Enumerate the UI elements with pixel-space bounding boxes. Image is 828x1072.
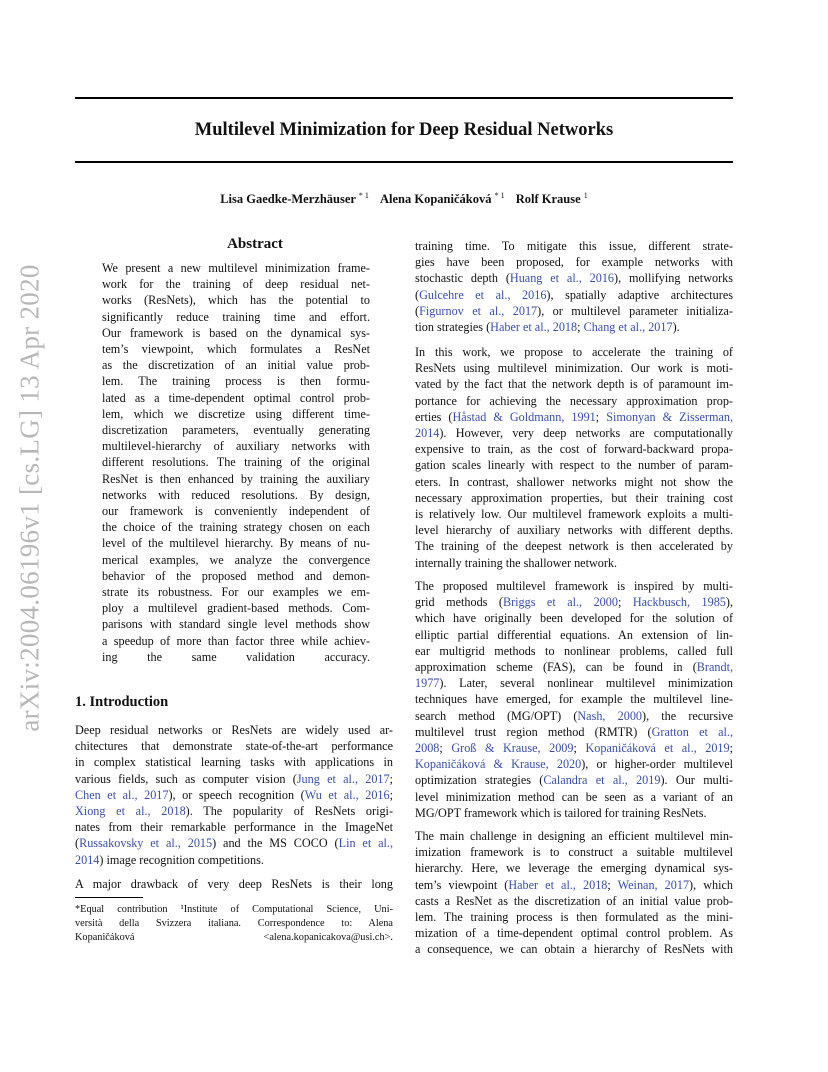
paragraph-line: erties (Håstad & Goldmann, 1991; Simonyan & Zisserman, [415,409,733,424]
paragraph-line: portance for achieving the necessary approximation prop- [415,393,733,408]
citation-link[interactable]: Haber et al., 2018 [508,877,608,892]
abstract-line: Our framework is based on the dynamical sys- [102,325,370,340]
citation-link[interactable]: Jung et al., 2017 [296,771,390,786]
citation-link[interactable]: Gratton et al., [651,724,733,739]
paragraph-line: gies have been proposed, for example networks with [415,255,733,270]
abstract-line: level of the multilevel hierarchy. By means of nu- [102,536,370,551]
paragraph-line: a consequence, we can obtain a hierarchy of ResNets with [415,942,733,957]
citation-link[interactable]: Calandra et al., 2019 [543,773,661,788]
paragraph-line: gation scales linearly with respect to the number of param- [415,458,733,473]
citation-link[interactable]: Figurnov et al., 2017 [419,303,538,318]
abstract-heading: Abstract [227,236,283,252]
footnote-line: *Equal contribution ¹Institute of Computational Science, Uni- [75,904,393,915]
abstract-line: lem, which we discretize using different time- [102,406,370,421]
paragraph-line: which have originally been developed for the solution of [415,611,733,626]
paragraph-line: multilevel trust region method (RMTR) (Gratton et al., [415,724,733,739]
citation-link[interactable]: Gulcehre et al., 2016 [419,287,547,302]
abstract-line: different resolutions. The training of the original [102,455,370,470]
author-2: Alena Kopaničáková $^{* 1}$ [379,191,505,207]
citation-link[interactable]: Lin et al., [338,836,394,851]
top-rule [75,97,733,99]
paragraph-line: (Gulcehre et al., 2016), spatially adaptive architectures [415,287,733,302]
author-list [75,191,733,207]
paragraph-line: level minimization method can be seen as a variant of an [415,789,733,804]
abstract-line: ResNet is then enhanced by training the auxiliary [102,471,370,486]
paragraph-line: Deep residual networks or ResNets are widely used ar- [75,723,393,737]
paragraph-line: eters. In contrast, shallower networks might not show the [415,474,733,489]
abstract-line: strate its robustness. For our examples we em- [102,585,370,599]
citation-link[interactable]: Kopaničáková et al., 2019 [585,741,730,755]
citation-link[interactable]: Brandt, [696,660,733,674]
arxiv-id: arXiv:2004.06196v1 [cs.LG] 13 Apr 2020 [14,263,45,732]
citation-link[interactable]: Hackbusch, 1985 [632,595,726,610]
paragraph-line: hierarchy. Here, we leverage the emerging dynamical sys- [415,861,733,876]
paragraph-line: tion strategies (Haber et al., 2018; Chang et al., 2017). [415,320,680,334]
author-3: Rolf Krause $^1$ [515,191,588,207]
abstract-line: our framework is conveniently independent of [102,504,370,518]
paragraph-line: approximation scheme (FAS), can be found in (Brandt, [415,660,733,674]
abstract-line: lated as a time-dependent optimal control prob- [102,390,370,405]
paragraph-line: is relatively low. Our multilevel framework exploits a multi- [415,507,733,521]
footnote-rule [75,897,143,898]
paragraph-line: Kopaničáková & Krause, 2020), or higher-order multilevel [415,757,733,772]
paragraph-line: internally training the shallower network. [415,555,618,570]
paragraph-line: optimization strategies (Calandra et al., 2019). Our multi- [415,773,733,788]
paragraph-line: mization of a time-dependent optimal control problem. As [415,926,733,941]
paragraph-line: (Figurnov et al., 2017), or multilevel parameter initializa- [415,303,733,318]
abstract-line: We present a new multilevel minimization frame- [102,261,370,275]
paragraph-line: 2014). However, very deep networks are computationally [415,426,733,440]
citation-link[interactable]: Briggs et al., 2000 [502,595,618,610]
paragraph-line: imization framework is to construct a suitable multilevel [415,845,733,860]
abstract-line: significantly reduce training time and effort. [102,309,370,324]
footnote-line: Kopaničáková <alena.kopanicakova@usi.ch>. [75,931,393,943]
paragraph-line: search method (MG/OPT) (Nash, 2000), the recursive [415,708,733,723]
paragraph-line: The main challenge in designing an efficient multilevel min- [415,829,733,843]
abstract-line: ploy a multilevel gradient-based methods. Com- [102,601,370,616]
abstract-line: a speedup of more than factor three while achiev- [102,633,370,648]
abstract-line: works (ResNets), which has the potential to [102,293,370,308]
arxiv-stamp[interactable] [15,260,45,735]
paragraph-line: Xiong et al., 2018). The popularity of ResNets origi- [75,804,394,818]
citation-link[interactable]: Weinan, 2017 [617,877,690,892]
citation-link[interactable]: 2014 [75,852,100,867]
citation-link[interactable]: Xiong et al., 2018 [75,804,186,818]
paragraph-line: various fields, such as computer vision (Jung et al., 2017; [75,771,394,786]
paragraph-line: casts a ResNet as the discretization of an initial value prob- [415,893,733,908]
citation-link[interactable]: Simonyan & Zisserman, [606,409,733,424]
abstract-line: multilevel-hierarchy of auxiliary networks with [102,439,370,454]
paragraph-line: vated by the fact that the network depth is of paramount im- [415,377,733,392]
paragraph-line: tem’s viewpoint (Haber et al., 2018; Weinan, 2017), which [415,877,734,892]
footnote-line: versità della Svizzera italiana. Correspondence to: Alena [75,917,393,929]
paragraph-line: In this work, we propose to accelerate the training of [415,345,733,359]
paragraph-line: 2014) image recognition competitions. [75,852,264,867]
citation-link[interactable]: Nash, 2000 [577,708,643,723]
citation-link[interactable]: 1977 [415,676,440,691]
abstract-line: as the discretization of an initial value prob- [102,358,370,373]
citation-link[interactable]: Chen et al., 2017 [75,787,169,802]
paragraph-line: elliptic partial differential equations. An extension of lin- [415,627,733,642]
abstract-line: lem. The training process is then formu- [102,374,370,389]
paragraph-line: ResNets using multilevel minimization. Our work is moti- [415,361,733,376]
abstract-line: behavior of the proposed method and demon- [102,568,370,583]
paragraph-line: level hierarchy of auxiliary networks with different depths. [415,523,733,538]
abstract-line: discretization parameters, eventually generating [102,423,370,437]
abstract-line: work for the training of deep residual net- [102,277,370,292]
paragraph-line: The training of the deepest network is then accelerated by [415,539,733,554]
paragraph-line: Chen et al., 2017), or speech recognition (Wu et al., 2016; [75,787,393,802]
abstract-line: tem’s viewpoint, which formulates a ResNet [102,342,370,356]
paragraph-line: in complex statistical learning tasks with applications in [75,755,393,770]
citation-link[interactable]: 2008 [415,741,440,755]
paragraph-line: techniques have emerged, for example the multilevel line- [415,692,733,707]
citation-link[interactable]: Groß & Krause, 2009 [451,741,574,755]
citation-link[interactable]: Håstad & Goldmann, 1991 [452,409,596,424]
title-bottom-rule [75,161,733,163]
paragraph-line: 2008; Groß & Krause, 2009; Kopaničáková et al., 2019; [415,741,733,755]
paragraph-line: lem. The training process is then formulated as the mini- [415,910,733,924]
abstract-line: merical examples, we analyze the convergence [102,552,370,567]
paragraph-line: stochastic depth (Huang et al., 2016), mollifying networks [415,271,733,286]
abstract-line: parisons with standard single level methods show [102,617,370,632]
paragraph-line: expensive to train, as the cost of forward-backward propa- [415,442,733,457]
abstract-line: the choice of the training strategy chosen on each [102,520,370,535]
paragraph-line: (Russakovsky et al., 2015) and the MS COCO (Lin et al., [75,836,394,851]
citation-link[interactable]: Chang et al., 2017 [583,320,673,334]
paragraph-line: necessary approximation properties, but their training cost [415,490,733,505]
citation-link[interactable]: Haber et al., 2018 [490,320,578,334]
citation-link[interactable]: Huang et al., 2016 [509,271,615,286]
paragraph-line: The proposed multilevel framework is inspired by multi- [415,579,733,593]
paragraph-line: grid methods (Briggs et al., 2000; Hackbusch, 1985), [415,595,733,610]
abstract-line: ing the same validation accuracy. [102,649,370,664]
paragraph-line: A major drawback of very deep ResNets is their long [75,877,393,891]
citation-link[interactable]: Kopaničáková & Krause, 2020 [415,757,582,772]
paragraph-line: 1977). Later, several nonlinear multilevel minimization [415,676,733,691]
abstract-line: networks with reduced resolutions. By design, [102,487,370,502]
paragraph-line: nates from their remarkable performance in the ImageNet [75,820,393,835]
paragraph-line: ear multigrid methods to nonlinear problems, called full [415,643,733,658]
paragraph-line: chitectures that demonstrate state-of-the-art performance [75,739,393,754]
paper-title: Multilevel Minimization for Deep Residual Networks [194,120,614,140]
paragraph-line: MG/OPT framework which is tailored for training ResNets. [415,805,707,820]
citation-link[interactable]: Wu et al., 2016 [304,787,390,802]
paragraph-line: training time. To mitigate this issue, different strate- [415,239,733,253]
citation-link[interactable]: Russakovsky et al., 2015 [79,836,213,851]
citation-link[interactable]: 2014 [415,426,440,440]
author-1: Lisa Gaedke-Merzhäuser $^{* 1}$ [220,191,369,207]
section-heading-introduction: 1. Introduction [75,694,169,710]
